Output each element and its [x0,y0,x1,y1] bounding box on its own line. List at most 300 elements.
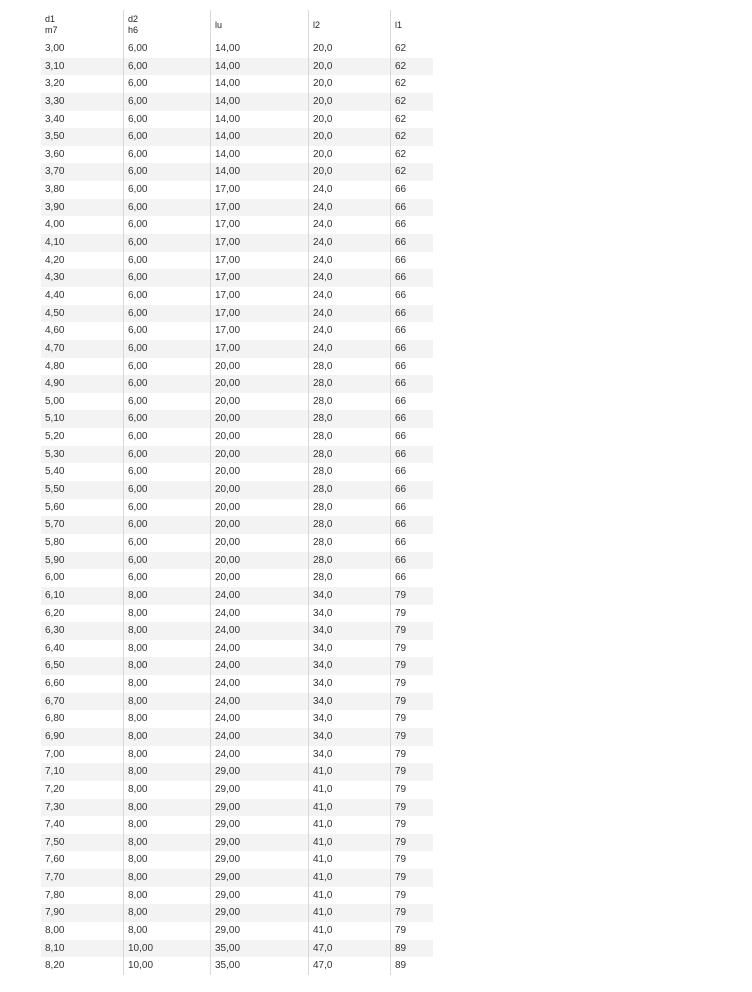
cell-d1: 4,30 [45,272,65,284]
cell-d2: 8,00 [123,851,210,869]
cell-lu: 14,00 [210,111,308,129]
table-row [41,657,433,675]
cell-d2: 6,00 [123,305,210,323]
cell-lu: 24,00 [210,657,308,675]
cell-l1: 66 [390,534,433,552]
cell-lu: 24,00 [210,746,308,764]
cell-lu: 17,00 [210,305,308,323]
cell-d1: 5,10 [45,413,65,425]
cell-l1: 66 [390,552,433,570]
cell-l1: 66 [390,393,433,411]
cell-d1: 6,20 [45,607,65,619]
table-row [41,710,433,728]
cell-l1: 66 [390,322,433,340]
cell-d1: 3,60 [45,148,65,160]
cell-lu: 14,00 [210,58,308,76]
cell-l2: 28,0 [308,428,390,446]
cell-d2: 8,00 [123,763,210,781]
cell-lu: 24,00 [210,693,308,711]
cell-d2: 8,00 [123,657,210,675]
cell-d2: 8,00 [123,904,210,922]
cell-l2: 28,0 [308,446,390,464]
cell-l1: 79 [390,640,433,658]
cell-d2: 6,00 [123,393,210,411]
cell-l2: 47,0 [308,957,390,975]
cell-lu: 29,00 [210,851,308,869]
table-row [41,640,433,658]
cell-lu: 20,00 [210,516,308,534]
header-d2-tolerance: h6 [128,25,139,35]
cell-d2: 6,00 [123,75,210,93]
cell-lu: 35,00 [210,957,308,975]
cell-l1: 62 [390,58,433,76]
cell-lu: 29,00 [210,799,308,817]
table-row [41,287,433,305]
table-row [41,516,433,534]
cell-l1: 79 [390,869,433,887]
cell-l1: 66 [390,463,433,481]
cell-l2: 41,0 [308,834,390,852]
cell-l1: 62 [390,163,433,181]
cell-d2: 6,00 [123,181,210,199]
cell-l1: 79 [390,728,433,746]
cell-d1: 7,60 [45,854,65,866]
cell-l1: 79 [390,834,433,852]
cell-l1: 66 [390,481,433,499]
cell-d2: 6,00 [123,446,210,464]
header-d2 [123,10,210,40]
cell-l1: 66 [390,252,433,270]
cell-lu: 17,00 [210,199,308,217]
table-row [41,922,433,940]
cell-d2: 8,00 [123,675,210,693]
cell-lu: 17,00 [210,234,308,252]
cell-d1: 5,30 [45,448,65,460]
table-row [41,111,433,129]
cell-l2: 34,0 [308,746,390,764]
cell-d2: 8,00 [123,816,210,834]
cell-lu: 20,00 [210,428,308,446]
cell-d1: 3,10 [45,60,65,72]
table-body [41,40,433,975]
cell-d1: 3,00 [45,43,65,54]
cell-lu: 20,00 [210,375,308,393]
header-l1: l1 [390,10,433,40]
cell-lu: 29,00 [210,869,308,887]
cell-d2: 6,00 [123,534,210,552]
cell-l1: 79 [390,799,433,817]
table-row [41,428,433,446]
cell-l2: 24,0 [308,234,390,252]
cell-l1: 62 [390,75,433,93]
cell-d1: 5,50 [45,484,65,496]
cell-d1: 8,20 [45,960,65,972]
cell-l2: 28,0 [308,463,390,481]
cell-l2: 28,0 [308,552,390,570]
cell-l1: 62 [390,146,433,164]
header-d1-tolerance: m7 [45,25,58,35]
cell-d1: 6,00 [45,572,65,584]
cell-l1: 89 [390,940,433,958]
cell-l2: 47,0 [308,940,390,958]
cell-d1: 5,00 [45,395,65,407]
table-row [41,675,433,693]
cell-lu: 14,00 [210,40,308,58]
cell-l2: 34,0 [308,640,390,658]
cell-lu: 17,00 [210,269,308,287]
cell-d1: 6,50 [45,660,65,672]
table-row [41,728,433,746]
cell-lu: 20,00 [210,499,308,517]
cell-d2: 10,00 [123,940,210,958]
cell-d1: 6,80 [45,713,65,725]
table-row [41,58,433,76]
cell-d1: 6,70 [45,695,65,707]
cell-l1: 62 [390,111,433,129]
cell-lu: 20,00 [210,534,308,552]
table-row [41,781,433,799]
table-row [41,216,433,234]
cell-d1: 6,60 [45,678,65,690]
cell-l2: 34,0 [308,693,390,711]
table-row [41,128,433,146]
cell-d2: 6,00 [123,481,210,499]
table-row [41,199,433,217]
cell-l2: 41,0 [308,887,390,905]
cell-d1: 7,00 [45,748,65,760]
table-row [41,587,433,605]
cell-l2: 34,0 [308,587,390,605]
cell-l1: 79 [390,816,433,834]
table-row [41,957,433,975]
cell-l2: 24,0 [308,340,390,358]
cell-l2: 28,0 [308,499,390,517]
table-row [41,40,433,58]
cell-lu: 20,00 [210,393,308,411]
cell-l2: 34,0 [308,675,390,693]
table-row [41,410,433,428]
cell-l2: 41,0 [308,851,390,869]
cell-d1: 8,00 [45,925,65,937]
cell-l1: 66 [390,569,433,587]
cell-l1: 79 [390,887,433,905]
cell-l1: 66 [390,358,433,376]
cell-d2: 6,00 [123,58,210,76]
cell-lu: 14,00 [210,93,308,111]
table-row [41,799,433,817]
cell-d2: 6,00 [123,499,210,517]
cell-d1: 3,90 [45,201,65,213]
cell-l2: 34,0 [308,657,390,675]
cell-lu: 29,00 [210,763,308,781]
cell-lu: 20,00 [210,410,308,428]
cell-lu: 20,00 [210,569,308,587]
table-row [41,851,433,869]
table-row [41,940,433,958]
cell-l1: 62 [390,40,433,58]
table-row [41,75,433,93]
table-row [41,393,433,411]
cell-l1: 79 [390,746,433,764]
cell-l1: 66 [390,516,433,534]
table-row [41,816,433,834]
cell-lu: 20,00 [210,446,308,464]
header-d1-label: d1 [45,14,56,24]
cell-d1: 7,50 [45,836,65,848]
cell-l2: 24,0 [308,181,390,199]
cell-lu: 24,00 [210,728,308,746]
cell-l2: 28,0 [308,569,390,587]
table-row [41,340,433,358]
cell-l2: 24,0 [308,252,390,270]
cell-d1: 6,90 [45,730,65,742]
cell-l1: 79 [390,622,433,640]
table-row [41,481,433,499]
cell-lu: 24,00 [210,675,308,693]
cell-d2: 8,00 [123,587,210,605]
table-header [41,10,433,40]
header-lu: lu [210,10,308,40]
table-row [41,499,433,517]
table-row [41,746,433,764]
cell-d1: 4,10 [45,237,65,249]
cell-d2: 6,00 [123,163,210,181]
cell-l2: 28,0 [308,410,390,428]
table-row [41,163,433,181]
cell-l1: 62 [390,128,433,146]
cell-l1: 79 [390,710,433,728]
cell-lu: 20,00 [210,481,308,499]
cell-d2: 6,00 [123,340,210,358]
cell-lu: 24,00 [210,587,308,605]
cell-d2: 6,00 [123,516,210,534]
cell-d2: 6,00 [123,569,210,587]
cell-d1: 4,20 [45,254,65,266]
cell-d2: 8,00 [123,605,210,623]
cell-d1: 7,30 [45,801,65,813]
cell-d2: 8,00 [123,728,210,746]
cell-l2: 41,0 [308,869,390,887]
cell-l1: 79 [390,763,433,781]
header-d2-label: d2 [128,14,139,24]
table-row [41,693,433,711]
cell-lu: 29,00 [210,922,308,940]
table-row [41,358,433,376]
cell-d1: 8,10 [45,942,65,954]
cell-l2: 20,0 [308,75,390,93]
cell-l1: 79 [390,693,433,711]
cell-l1: 66 [390,181,433,199]
cell-d1: 3,20 [45,78,65,90]
cell-lu: 24,00 [210,605,308,623]
table-row [41,446,433,464]
cell-d1: 3,30 [45,95,65,107]
cell-d1: 4,50 [45,307,65,319]
cell-d1: 6,10 [45,589,65,601]
cell-l2: 24,0 [308,287,390,305]
cell-d1: 7,70 [45,872,65,884]
table-row [41,569,433,587]
cell-l1: 66 [390,305,433,323]
table-row [41,93,433,111]
cell-d1: 6,30 [45,625,65,637]
cell-d1: 4,00 [45,219,65,231]
cell-lu: 29,00 [210,887,308,905]
cell-d2: 6,00 [123,287,210,305]
cell-l2: 24,0 [308,216,390,234]
table-row [41,834,433,852]
cell-l2: 28,0 [308,375,390,393]
cell-l2: 20,0 [308,146,390,164]
cell-d2: 6,00 [123,358,210,376]
cell-d2: 6,00 [123,322,210,340]
cell-lu: 24,00 [210,710,308,728]
cell-l1: 66 [390,446,433,464]
table-row [41,181,433,199]
cell-l1: 79 [390,781,433,799]
cell-lu: 14,00 [210,128,308,146]
table-row [41,463,433,481]
table-row [41,552,433,570]
table-row [41,869,433,887]
cell-d2: 6,00 [123,146,210,164]
cell-l2: 24,0 [308,322,390,340]
cell-l1: 66 [390,234,433,252]
cell-d1: 3,40 [45,113,65,125]
cell-d2: 8,00 [123,693,210,711]
cell-l1: 66 [390,199,433,217]
cell-l2: 24,0 [308,199,390,217]
table-row [41,146,433,164]
cell-l2: 28,0 [308,534,390,552]
cell-l1: 79 [390,922,433,940]
cell-lu: 35,00 [210,940,308,958]
cell-l2: 28,0 [308,516,390,534]
cell-d1: 7,90 [45,907,65,919]
cell-d2: 6,00 [123,463,210,481]
cell-lu: 17,00 [210,252,308,270]
cell-d2: 8,00 [123,622,210,640]
cell-l1: 89 [390,957,433,975]
cell-d2: 6,00 [123,216,210,234]
cell-l1: 66 [390,499,433,517]
cell-l2: 34,0 [308,728,390,746]
cell-d1: 5,70 [45,519,65,531]
header-d1 [41,10,123,40]
cell-l1: 79 [390,657,433,675]
cell-d1: 4,60 [45,325,65,337]
cell-d1: 4,40 [45,289,65,301]
cell-d2: 6,00 [123,269,210,287]
cell-d2: 8,00 [123,834,210,852]
cell-l2: 28,0 [308,481,390,499]
cell-l1: 66 [390,216,433,234]
cell-l2: 34,0 [308,710,390,728]
cell-l2: 41,0 [308,922,390,940]
cell-d2: 6,00 [123,252,210,270]
cell-l1: 79 [390,904,433,922]
cell-lu: 24,00 [210,640,308,658]
cell-lu: 14,00 [210,163,308,181]
cell-l2: 20,0 [308,40,390,58]
cell-d1: 4,90 [45,378,65,390]
cell-l1: 66 [390,410,433,428]
cell-d2: 8,00 [123,799,210,817]
cell-d1: 6,40 [45,642,65,654]
cell-l2: 41,0 [308,816,390,834]
cell-d2: 8,00 [123,746,210,764]
table-row [41,305,433,323]
cell-lu: 14,00 [210,146,308,164]
cell-d1: 5,80 [45,536,65,548]
cell-d2: 10,00 [123,957,210,975]
cell-l2: 24,0 [308,305,390,323]
table-row [41,763,433,781]
cell-l1: 62 [390,93,433,111]
cell-d2: 8,00 [123,710,210,728]
cell-l2: 41,0 [308,799,390,817]
cell-lu: 17,00 [210,340,308,358]
cell-l1: 66 [390,428,433,446]
cell-d1: 7,80 [45,889,65,901]
cell-lu: 20,00 [210,358,308,376]
table-row [41,904,433,922]
cell-l2: 34,0 [308,622,390,640]
cell-d2: 6,00 [123,375,210,393]
cell-d2: 6,00 [123,128,210,146]
cell-l2: 20,0 [308,93,390,111]
cell-lu: 24,00 [210,622,308,640]
cell-d1: 5,90 [45,554,65,566]
cell-d1: 5,40 [45,466,65,478]
cell-d1: 4,70 [45,342,65,354]
cell-l2: 20,0 [308,111,390,129]
cell-l2: 28,0 [308,393,390,411]
cell-d2: 6,00 [123,111,210,129]
table-row [41,375,433,393]
cell-l2: 24,0 [308,269,390,287]
cell-lu: 17,00 [210,216,308,234]
cell-d1: 3,70 [45,166,65,178]
cell-lu: 29,00 [210,781,308,799]
cell-d1: 7,10 [45,766,65,778]
cell-l2: 41,0 [308,781,390,799]
cell-lu: 17,00 [210,287,308,305]
cell-d2: 8,00 [123,887,210,905]
cell-d2: 6,00 [123,552,210,570]
cell-lu: 17,00 [210,181,308,199]
table-row [41,622,433,640]
table-row [41,887,433,905]
cell-d1: 7,20 [45,783,65,795]
cell-d1: 3,80 [45,184,65,196]
cell-l2: 41,0 [308,904,390,922]
table-row [41,534,433,552]
cell-l1: 79 [390,851,433,869]
cell-l2: 34,0 [308,605,390,623]
cell-lu: 17,00 [210,322,308,340]
cell-l2: 20,0 [308,163,390,181]
cell-lu: 29,00 [210,816,308,834]
cell-d2: 6,00 [123,40,210,58]
cell-d1: 5,60 [45,501,65,513]
cell-d1: 3,50 [45,131,65,143]
cell-d1: 5,20 [45,431,65,443]
cell-lu: 29,00 [210,904,308,922]
cell-l2: 41,0 [308,763,390,781]
cell-l1: 66 [390,269,433,287]
cell-lu: 14,00 [210,75,308,93]
